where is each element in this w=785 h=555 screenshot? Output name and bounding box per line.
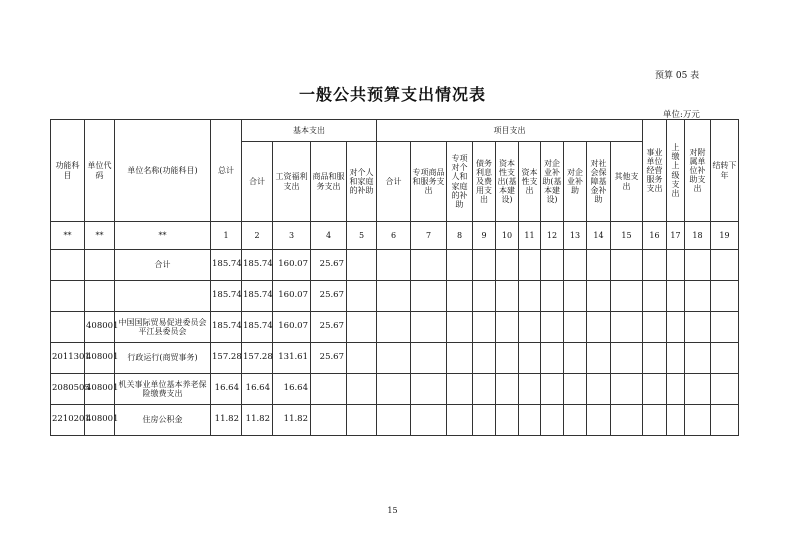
index-cell: 3 [273,222,311,250]
unit-code-cell [85,281,115,312]
empty-cell [447,250,473,281]
header-tail-business: 事业单位经营服务支出 [643,120,667,222]
empty-cell [611,405,643,436]
empty-cell [447,281,473,312]
goods-cell: 25.67 [311,343,347,374]
index-cell: 11 [519,222,541,250]
empty-cell [519,281,541,312]
index-cell: 17 [667,222,685,250]
empty-cell [667,281,685,312]
header-tail-remit: 上缴上级支出 [667,120,685,222]
empty-cell [496,250,519,281]
empty-cell [667,374,685,405]
salary-cell: 16.64 [273,374,311,405]
empty-cell [377,281,411,312]
empty-cell [587,405,611,436]
budget-expenditure-table [50,119,739,436]
total-cell: 11.82 [211,405,242,436]
index-cell: ** [51,222,85,250]
index-cell: 5 [347,222,377,250]
header-project-capital-construction: 资本性支出(基本建设) [496,142,519,222]
index-cell: 2 [242,222,273,250]
unit-code-cell: 408001 [85,405,115,436]
header-project-enterprise-construction: 对企业补助(基本建设) [541,142,564,222]
empty-cell [347,405,377,436]
empty-cell [711,281,739,312]
header-tail-carryover: 结转下年 [711,120,739,222]
empty-cell [667,250,685,281]
empty-cell [347,250,377,281]
empty-cell [711,374,739,405]
unit-code-cell: 408001 [85,312,115,343]
unit-name-cell: 中国国际贸易促进委员会平江县委员会 [115,312,211,343]
func-code-cell: 2011301 [51,343,85,374]
goods-cell: 25.67 [311,250,347,281]
empty-cell [411,374,447,405]
empty-cell [377,405,411,436]
empty-cell [564,250,587,281]
index-cell: 15 [611,222,643,250]
func-code-cell [51,281,85,312]
empty-cell [519,405,541,436]
header-project-total: 合计 [377,142,411,222]
index-cell: 13 [564,222,587,250]
header-project-group: 项目支出 [377,120,643,142]
empty-cell [519,250,541,281]
empty-cell [473,312,496,343]
total-cell: 157.28 [211,343,242,374]
empty-cell [473,374,496,405]
goods-cell [311,405,347,436]
header-project-other: 其他支出 [611,142,643,222]
empty-cell [519,374,541,405]
empty-cell [685,281,711,312]
total-cell: 185.74 [211,312,242,343]
salary-cell: 160.07 [273,250,311,281]
func-code-cell: 2210201 [51,405,85,436]
empty-cell [473,250,496,281]
empty-cell [685,250,711,281]
table-row [51,343,739,374]
empty-cell [519,343,541,374]
empty-cell [564,312,587,343]
empty-cell [685,343,711,374]
index-cell: 14 [587,222,611,250]
empty-cell [473,343,496,374]
index-cell: ** [115,222,211,250]
index-cell: 19 [711,222,739,250]
empty-cell [541,405,564,436]
empty-cell [611,343,643,374]
index-cell: 9 [473,222,496,250]
empty-cell [685,405,711,436]
unit-name-cell: 机关事业单位基本养老保险缴费支出 [115,374,211,405]
salary-cell: 11.82 [273,405,311,436]
header-unit-name: 单位名称(功能科目) [115,120,211,222]
unit-name-cell: 合计 [115,250,211,281]
empty-cell [347,374,377,405]
empty-cell [411,343,447,374]
empty-cell [611,250,643,281]
table-row [51,281,739,312]
header-total: 总计 [211,120,242,222]
unit-name-cell: 行政运行(商贸事务) [115,343,211,374]
index-cell: 18 [685,222,711,250]
header-basic-goods: 商品和服务支出 [311,142,347,222]
header-basic-personal: 对个人和家庭的补助 [347,142,377,222]
empty-cell [377,250,411,281]
empty-cell [496,405,519,436]
basic-total-cell: 11.82 [242,405,273,436]
header-project-capital: 资本性支出 [519,142,541,222]
unit-code-cell: 408001 [85,374,115,405]
page-number: 15 [387,506,398,515]
basic-total-cell: 16.64 [242,374,273,405]
table-row [51,374,739,405]
header-basic-total: 合计 [242,142,273,222]
empty-cell [643,405,667,436]
empty-cell [411,250,447,281]
empty-cell [643,250,667,281]
index-cell: 16 [643,222,667,250]
empty-cell [496,374,519,405]
empty-cell [496,343,519,374]
empty-cell [447,343,473,374]
header-project-goods: 专项商品和服务支出 [411,142,447,222]
func-code-cell: 2080505 [51,374,85,405]
empty-cell [541,374,564,405]
empty-cell [473,281,496,312]
goods-cell: 25.67 [311,281,347,312]
empty-cell [587,250,611,281]
empty-cell [541,343,564,374]
index-cell: 6 [377,222,411,250]
unit-name-cell [115,281,211,312]
empty-cell [643,281,667,312]
basic-total-cell: 185.74 [242,250,273,281]
empty-cell [496,312,519,343]
empty-cell [587,343,611,374]
table-row [51,250,739,281]
empty-cell [347,281,377,312]
total-cell: 16.64 [211,374,242,405]
empty-cell [447,312,473,343]
table-row [51,405,739,436]
header-project-enterprise: 对企业补助 [564,142,587,222]
empty-cell [587,312,611,343]
empty-cell [611,312,643,343]
index-cell: ** [85,222,115,250]
empty-cell [685,374,711,405]
unit-label: 单位:万元 [663,110,700,120]
salary-cell: 160.07 [273,312,311,343]
empty-cell [667,343,685,374]
empty-cell [564,374,587,405]
index-cell: 1 [211,222,242,250]
empty-cell [473,405,496,436]
salary-cell: 131.61 [273,343,311,374]
goods-cell: 25.67 [311,312,347,343]
unit-name-cell: 住房公积金 [115,405,211,436]
empty-cell [496,281,519,312]
empty-cell [643,312,667,343]
empty-cell [667,312,685,343]
empty-cell [347,343,377,374]
empty-cell [711,250,739,281]
empty-cell [541,250,564,281]
empty-cell [377,374,411,405]
index-cell: 4 [311,222,347,250]
func-code-cell [51,250,85,281]
table-number: 预算 05 表 [655,71,700,81]
header-tail-subsidiary: 对附属单位补助支出 [685,120,711,222]
index-cell: 10 [496,222,519,250]
header-basic-group: 基本支出 [242,120,377,142]
empty-cell [611,281,643,312]
empty-cell [564,343,587,374]
goods-cell [311,374,347,405]
empty-cell [643,343,667,374]
basic-total-cell: 157.28 [242,343,273,374]
func-code-cell [51,312,85,343]
empty-cell [564,281,587,312]
empty-cell [564,405,587,436]
total-cell: 185.74 [211,250,242,281]
empty-cell [447,405,473,436]
empty-cell [587,281,611,312]
empty-cell [519,312,541,343]
empty-cell [711,312,739,343]
empty-cell [711,405,739,436]
header-project-social-security: 对社会保障基金补助 [587,142,611,222]
empty-cell [643,374,667,405]
basic-total-cell: 185.74 [242,281,273,312]
header-basic-salary: 工资福利支出 [273,142,311,222]
empty-cell [541,312,564,343]
unit-code-cell: 408001 [85,343,115,374]
unit-code-cell [85,250,115,281]
empty-cell [377,312,411,343]
empty-cell [447,374,473,405]
empty-cell [411,312,447,343]
index-row [51,222,739,250]
header-unit-code: 单位代码 [85,120,115,222]
empty-cell [611,374,643,405]
header-func-code: 功能科目 [51,120,85,222]
index-cell: 7 [411,222,447,250]
empty-cell [411,405,447,436]
salary-cell: 160.07 [273,281,311,312]
empty-cell [411,281,447,312]
index-cell: 8 [447,222,473,250]
empty-cell [347,312,377,343]
header-project-personal: 专项对个人和家庭的补助 [447,142,473,222]
empty-cell [541,281,564,312]
total-cell: 185.74 [211,281,242,312]
empty-cell [667,405,685,436]
empty-cell [377,343,411,374]
header-project-debt: 债务利息及费用支出 [473,142,496,222]
empty-cell [685,312,711,343]
index-cell: 12 [541,222,564,250]
basic-total-cell: 185.74 [242,312,273,343]
page-title: 一般公共预算支出情况表 [298,85,486,104]
empty-cell [587,374,611,405]
table-row [51,312,739,343]
empty-cell [711,343,739,374]
